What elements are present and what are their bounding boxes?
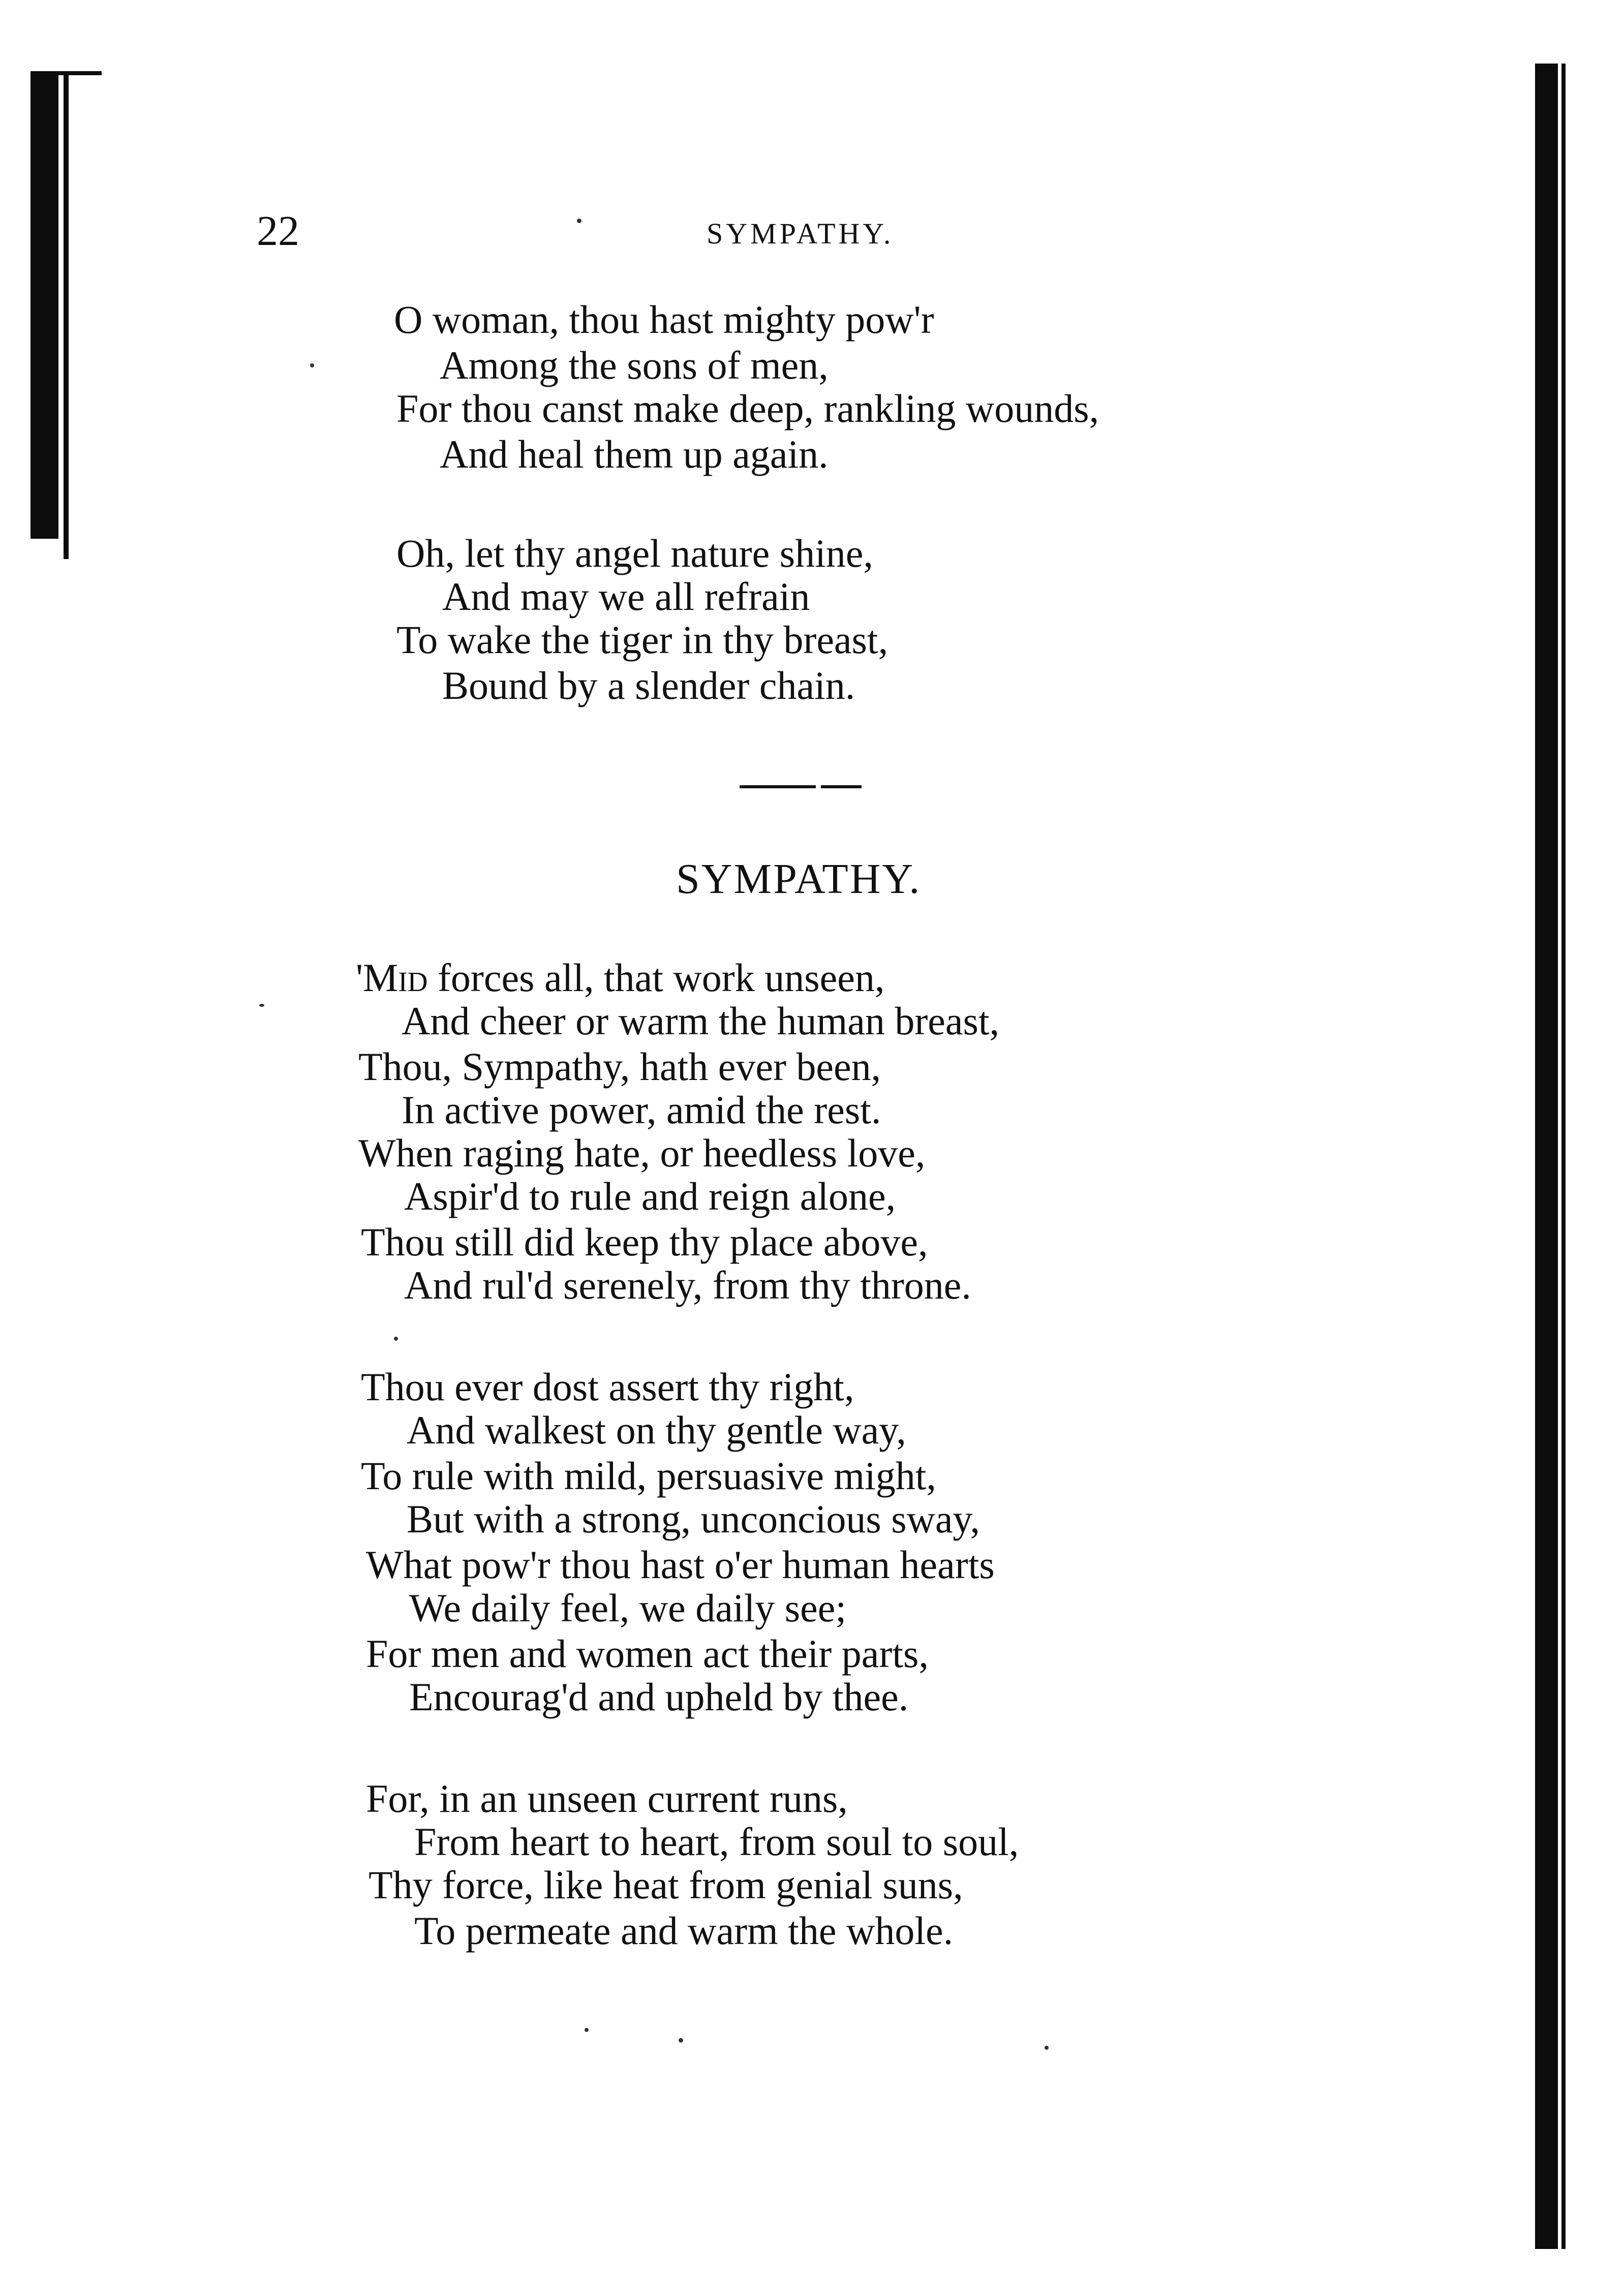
scan-edge-left-top bbox=[30, 71, 102, 75]
page-number: 22 bbox=[257, 207, 299, 255]
scan-edge-right-outer bbox=[1561, 64, 1566, 2249]
poem-line: And heal them up again. bbox=[440, 432, 829, 476]
scan-speck bbox=[1045, 2046, 1049, 2050]
divider-segment bbox=[740, 785, 816, 788]
scan-speck bbox=[259, 1004, 264, 1007]
poem-line-first bbox=[356, 955, 884, 1000]
poem-line: Thou, Sympathy, hath ever been, bbox=[358, 1044, 881, 1089]
poem-line: Encourag'd and upheld by thee. bbox=[409, 1675, 909, 1719]
divider-segment bbox=[821, 785, 862, 788]
poem-line: Aspir'd to rule and reign alone, bbox=[404, 1174, 896, 1218]
poem-line: To rule with mild, persuasive might, bbox=[361, 1454, 936, 1498]
poem-line: And walkest on thy gentle way, bbox=[407, 1408, 906, 1452]
poem-line: And rul'd serenely, from thy throne. bbox=[404, 1263, 971, 1307]
first-word-small-caps: 'Mid bbox=[356, 955, 428, 1000]
poem-line: Among the sons of men, bbox=[440, 343, 829, 387]
poem-line: What pow'r thou hast o'er human hearts bbox=[366, 1543, 995, 1587]
poem-title: SYMPATHY. bbox=[676, 855, 922, 903]
scan-speck bbox=[310, 363, 314, 367]
poem-line: Thy force, like heat from genial suns, bbox=[369, 1863, 963, 1907]
scan-speck bbox=[394, 1337, 398, 1341]
poem-line: When raging hate, or heedless love, bbox=[358, 1131, 926, 1175]
poem-line: For men and women act their parts, bbox=[366, 1631, 929, 1676]
scan-edge-left-thin bbox=[64, 71, 69, 559]
poem-line: Oh, let thy angel nature shine, bbox=[396, 531, 873, 575]
poem-line: And cheer or warm the human breast, bbox=[402, 999, 1000, 1043]
poem-line: From heart to heart, from soul to soul, bbox=[414, 1820, 1019, 1864]
scan-edge-right bbox=[1535, 64, 1558, 2249]
scan-speck bbox=[585, 2028, 589, 2032]
running-title: SYMPATHY. bbox=[707, 217, 894, 250]
poem-line: We daily feel, we daily see; bbox=[409, 1586, 847, 1630]
first-line-rest: forces all, that work unseen, bbox=[427, 955, 885, 1000]
poem-line: For thou canst make deep, rankling wounds, bbox=[396, 386, 1099, 430]
section-divider bbox=[740, 785, 862, 789]
scan-edge-left bbox=[30, 71, 58, 539]
poem-line: Thou still did keep thy place above, bbox=[361, 1220, 928, 1264]
poem-line: And may we all refrain bbox=[442, 574, 810, 619]
poem-line: For, in an unseen current runs, bbox=[366, 1776, 848, 1821]
poem-line: Thou ever dost assert thy right, bbox=[361, 1365, 854, 1409]
poem-line: To wake the tiger in thy breast, bbox=[396, 618, 888, 662]
poem-line: To permeate and warm the whole. bbox=[414, 1908, 954, 1953]
running-head bbox=[0, 206, 1624, 257]
poem-line: O woman, thou hast mighty pow'r bbox=[394, 297, 934, 342]
poem-line: In active power, amid the rest. bbox=[402, 1088, 881, 1132]
poem-line: But with a strong, unconcious sway, bbox=[407, 1497, 980, 1541]
scan-speck bbox=[679, 2038, 683, 2043]
poem-line: Bound by a slender chain. bbox=[442, 663, 855, 707]
